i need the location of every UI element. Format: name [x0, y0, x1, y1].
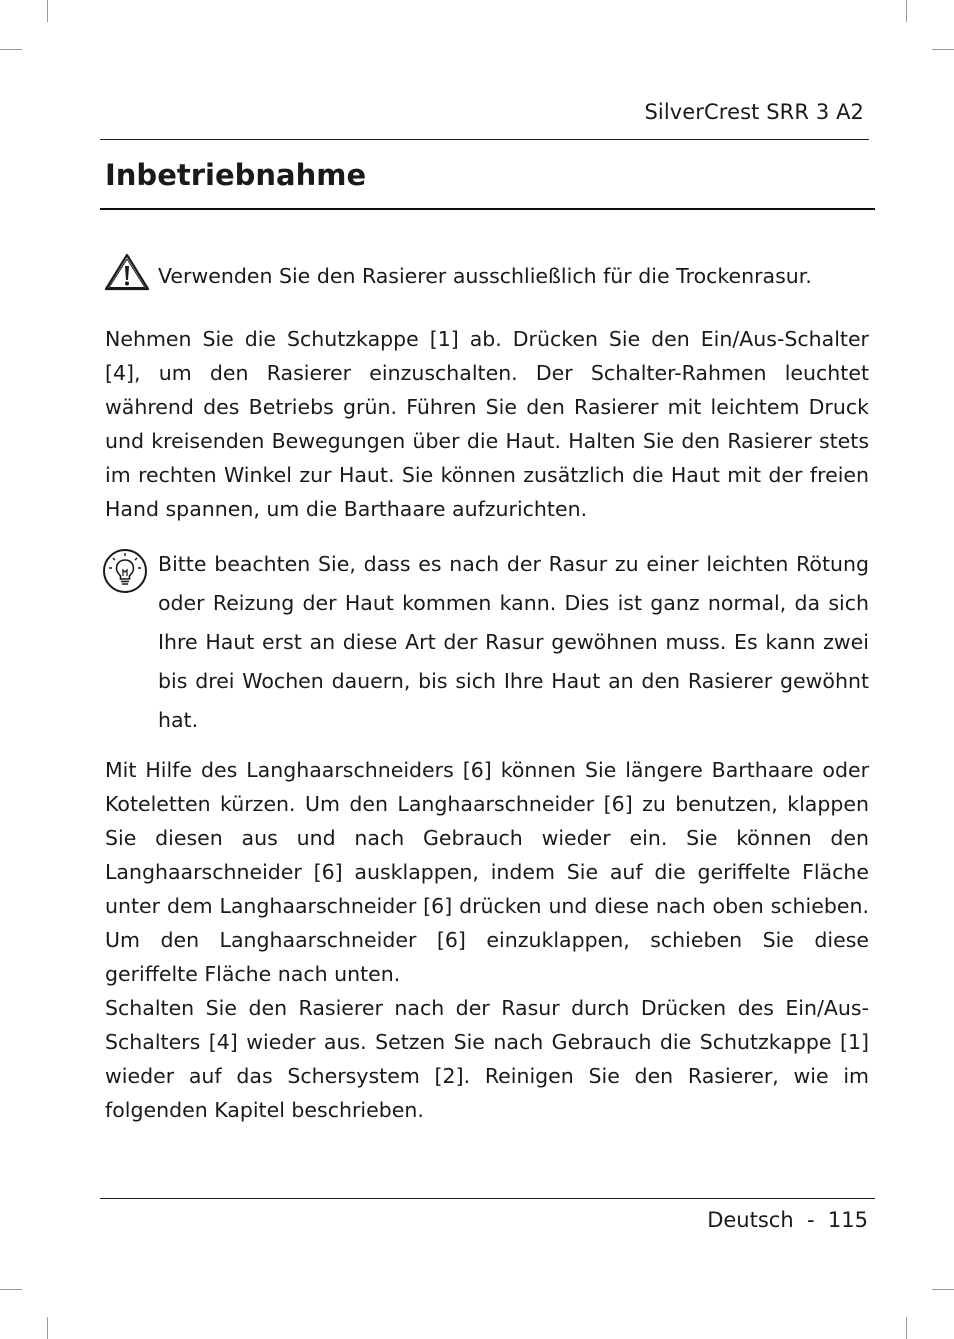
- lightbulb-icon: [102, 548, 148, 594]
- crop-mark-top-right-h: [932, 49, 954, 50]
- crop-mark-bottom-left-h: [0, 1289, 22, 1290]
- footer-divider: [100, 1198, 875, 1199]
- crop-mark-bottom-left: [47, 1317, 48, 1339]
- warning-text: Verwenden Sie den Rasierer ausschließlich für die Trockenrasur.: [158, 264, 812, 288]
- crop-mark-bottom-right-h: [932, 1289, 954, 1290]
- crop-mark-top-right: [906, 0, 907, 22]
- warning-triangle-icon: [104, 252, 150, 292]
- tip-text: Bitte beachten Sie, dass es nach der Rasur zu einer leichten Rötung oder Reizung der Haut kommen kann. Dies ist ganz normal, da sich Ihre Haut erst an diese Art der Rasur gewöhnen muss. Es kann zwei bis drei Wochen dauern, bis sich Ihre Haut an den Rasierer gewöhnt hat.: [158, 552, 869, 732]
- title-divider: [100, 208, 875, 210]
- crop-mark-top-left-h: [0, 49, 22, 50]
- warning-note: [104, 252, 869, 296]
- footer-page-number: Deutsch - 115: [707, 1208, 868, 1232]
- paragraph-operation: Nehmen Sie die Schutzkappe [1] ab. Drücken Sie den Ein/Aus-Schalter [4], um den Rasierer einzuschalten. Der Schalter-Rahmen leuchtet während des Betriebs grün. Führen Sie den Rasierer mit leichtem Druck und kreisenden Bewegungen über die Haut. Halten Sie den Rasierer stets im rechten Winkel zur Haut. Sie können zusätzlich die Haut mit der freien Hand spannen, um die Barthaare aufzurichten.: [105, 327, 869, 521]
- crop-mark-top-left: [47, 0, 48, 22]
- paragraph-switch-off: Schalten Sie den Rasierer nach der Rasur durch Drücken des Ein/Aus-Schalters [4] wieder aus. Setzen Sie nach Gebrauch die Schutzkappe [1] wieder auf das Schersystem [2]. Reinigen Sie den Rasierer, wie im folgenden Kapitel beschrieben.: [105, 996, 869, 1122]
- crop-mark-bottom-right: [906, 1317, 907, 1339]
- page-title: Inbetriebnahme: [105, 158, 367, 192]
- header-product-name: SilverCrest SRR 3 A2: [644, 100, 864, 124]
- header-divider: [100, 139, 869, 140]
- paragraph-long-hair-trimmer: Mit Hilfe des Langhaarschneiders [6] können Sie längere Barthaare oder Koteletten kürzen. Um den Langhaarschneider [6] zu benutzen, klappen Sie diesen aus und nach Gebrauch wieder ein. Sie können den Langhaarschneider [6] ausklappen, indem Sie auf die geriffelte Fläche unter dem Langhaarschneider [6] drücken und diese nach oben schieben. Um den Langhaarschneider [6] einzuklappen, schieben Sie diese geriffelte Fläche nach unten.: [105, 758, 869, 986]
